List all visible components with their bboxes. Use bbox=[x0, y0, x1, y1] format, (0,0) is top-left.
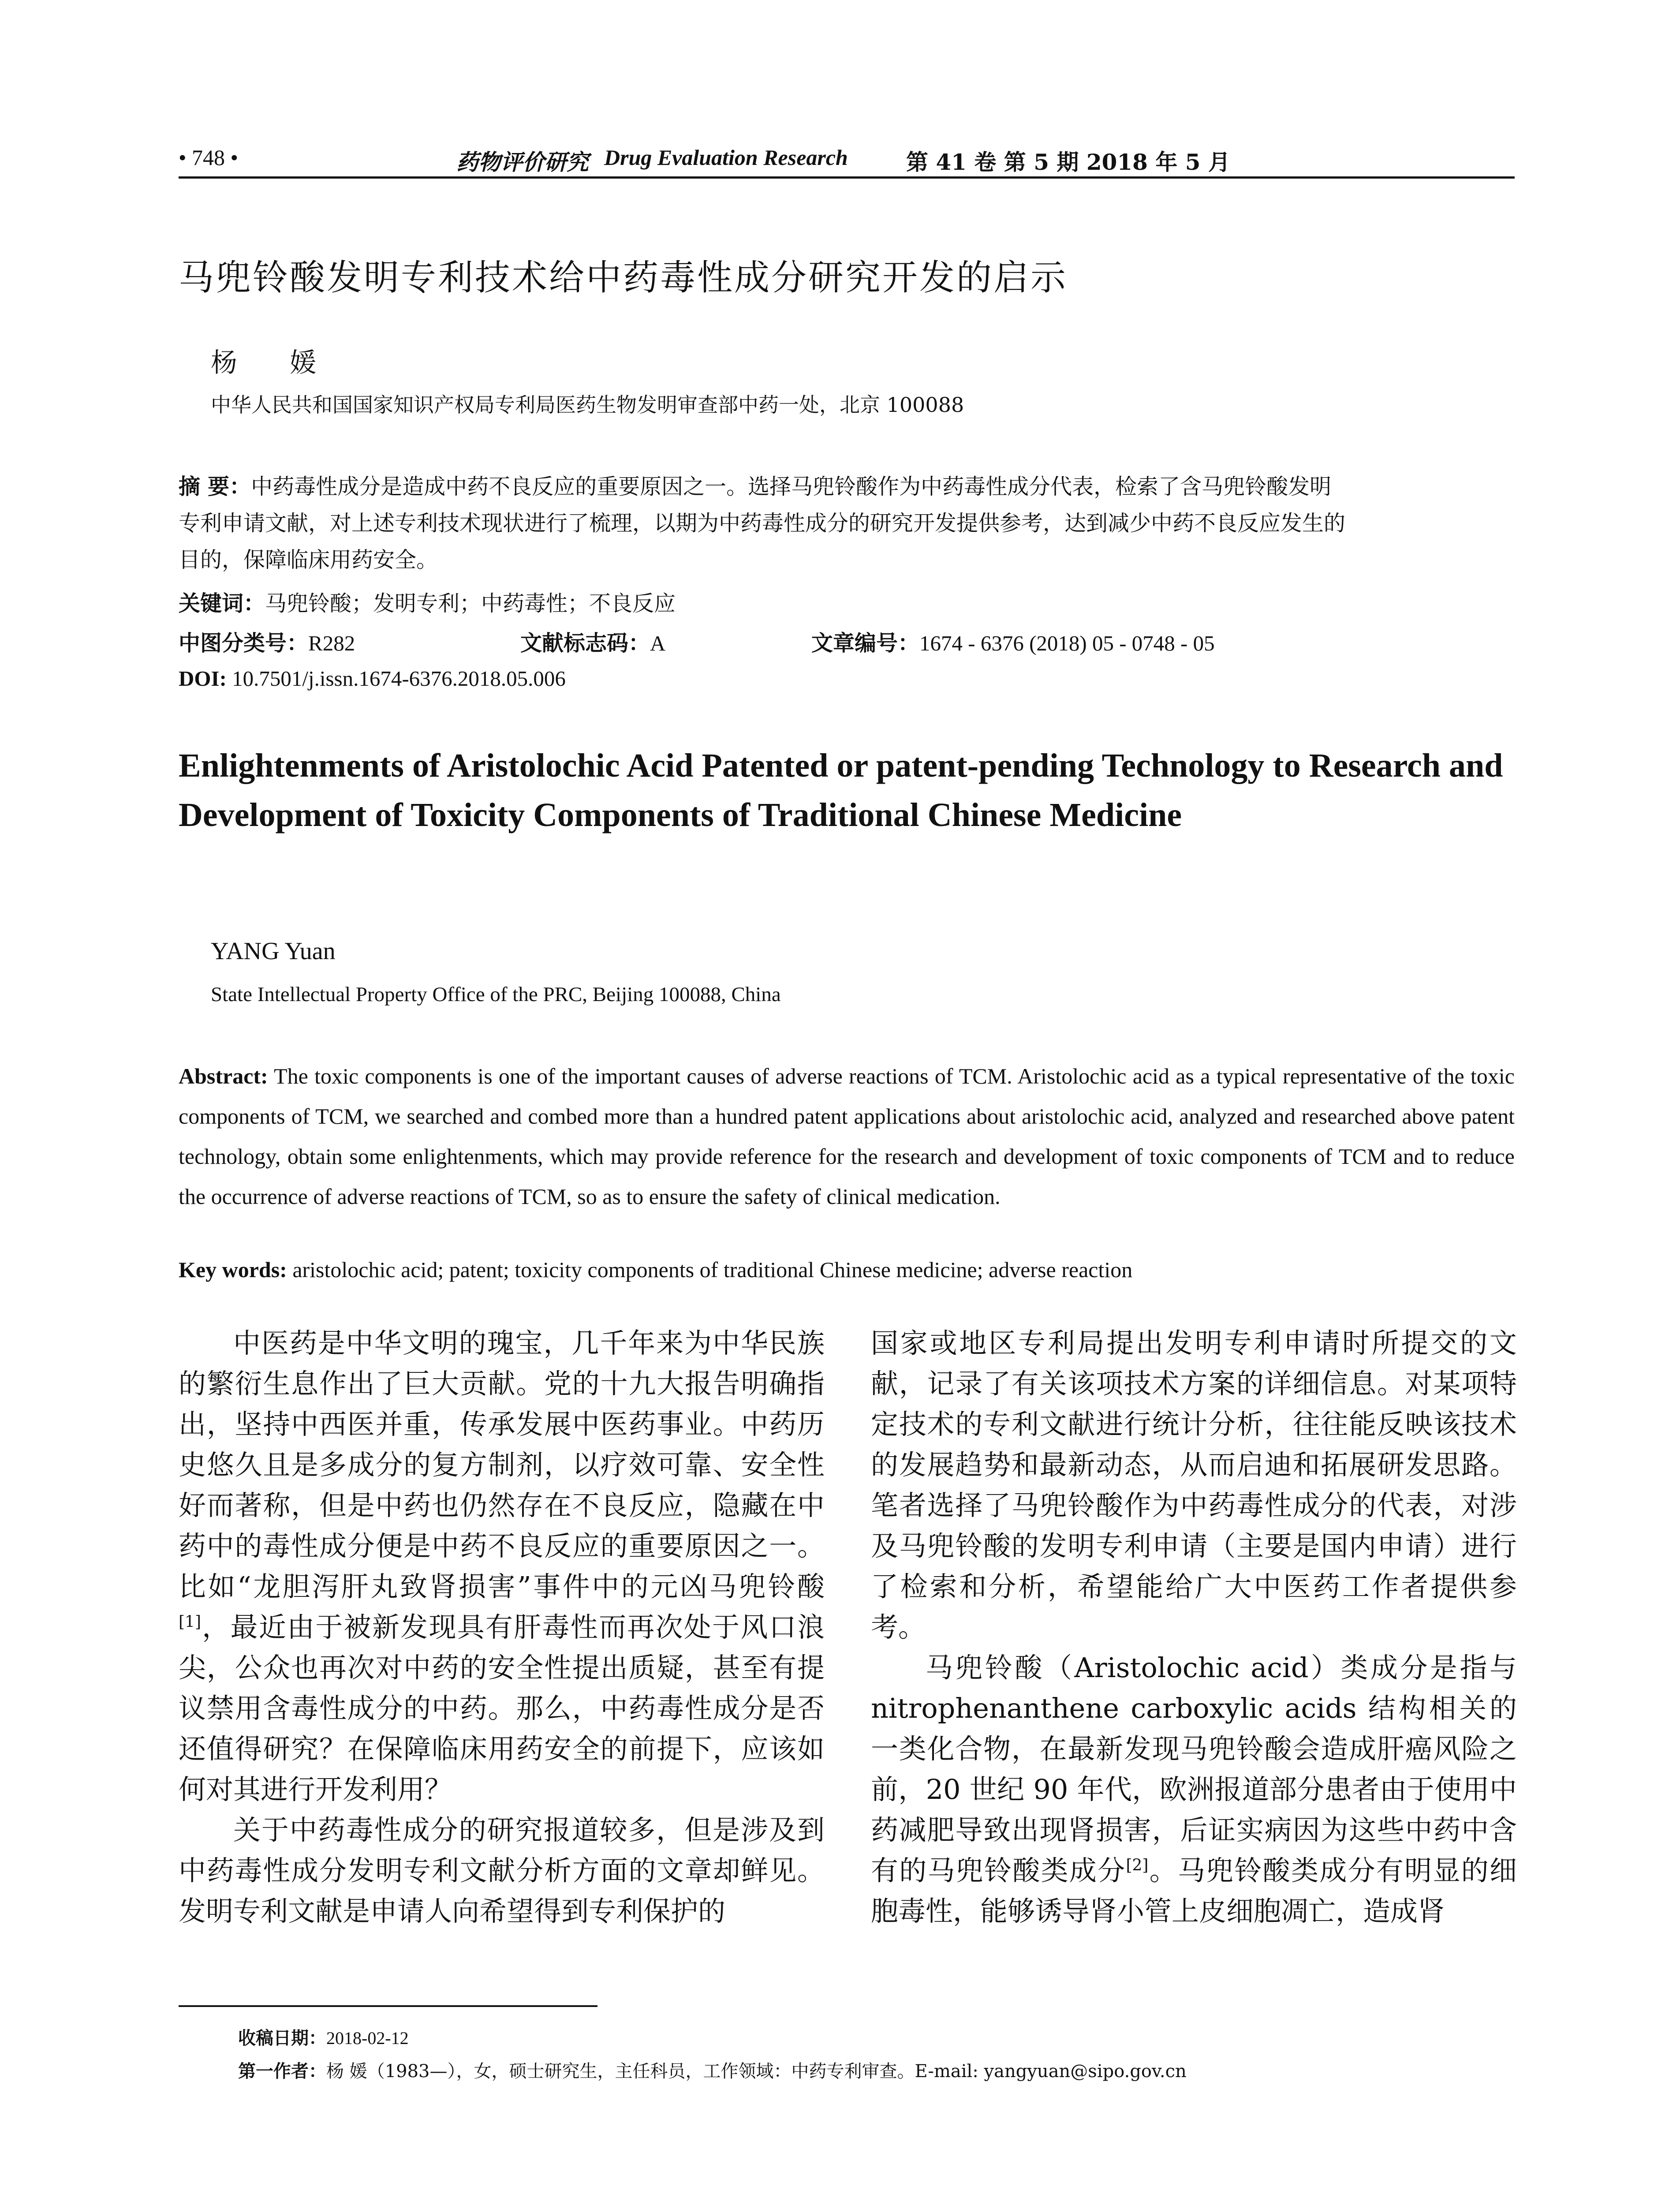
footnote-rule bbox=[179, 2005, 597, 2007]
doi-value: 10.7501/j.issn.1674-6376.2018.05.006 bbox=[232, 666, 566, 691]
body-text: ，最近由于被新发现具有肝毒性而再次处于风口浪尖，公众也再次对中药的安全性提出质疑，甚至有提议禁用含毒性成分的中药。那么，中药毒性成分是否还值得研究？在保障临床用药安全的前提下，应该如何对其进行开发利用？ bbox=[179, 1611, 825, 1805]
abstract-en bbox=[179, 1056, 1515, 1217]
body-column-right bbox=[871, 1323, 1517, 1932]
title-zh: 马兜铃酸发明专利技术给中药毒性成分研究开发的启示 bbox=[179, 257, 1068, 298]
abstract-zh-line-2: 专利申请文献，对上述专利技术现状进行了梳理，以期为中药毒性成分的研究开发提供参考，达到减少中药不良反应发生的 bbox=[179, 511, 1346, 536]
body-paragraph: 关于中药毒性成分的研究报道较多，但是涉及到中药毒性成分发明专利文献分析方面的文章却鲜见。发明专利文献是申请人向希望得到专利保护的 bbox=[179, 1814, 825, 1927]
footnote-received bbox=[238, 2024, 409, 2049]
article-number-value: 1674 - 6376 (2018) 05 - 0748 - 05 bbox=[919, 631, 1215, 655]
footnote-first-author bbox=[238, 2057, 1187, 2082]
keywords-zh-text: 马兜铃酸；发明专利；中药毒性；不良反应 bbox=[265, 591, 676, 616]
header-rule bbox=[179, 176, 1515, 179]
abstract-en-text: The toxic components is one of the important causes of adverse reactions of TCM. Aristolochic acid as a typical representative of the toxic components of TCM, we searched and combed more than a hundred patent applications about aristolochic acid, analyzed and researched above patent technology, obtain some enlightenments, which may provide reference for the research and development of toxic components of TCM and to reduce the occurrence of adverse reactions of TCM, so as to ensure the safety of clinical medication. bbox=[179, 1064, 1515, 1209]
abstract-zh-line-1 bbox=[179, 470, 1331, 501]
clc-label: 中图分类号： bbox=[179, 631, 309, 656]
keywords-en-text: aristolochic acid; patent; toxicity components of traditional Chinese medicine; adverse reaction bbox=[292, 1257, 1133, 1282]
clc-value: R282 bbox=[308, 631, 355, 655]
abstract-zh-line-3: 目的，保障临床用药安全。 bbox=[179, 547, 438, 572]
author-zh: 杨 媛 bbox=[211, 348, 339, 378]
first-author-info: 杨 媛（1983—），女，硕士研究生，主任科员，工作领域：中药专利审查。E-mail: yangyuan@sipo.gov.cn bbox=[326, 2061, 1187, 2082]
keywords-zh-label: 关键词： bbox=[179, 591, 265, 616]
body-column-left bbox=[179, 1323, 825, 1932]
author-en: YANG Yuan bbox=[211, 938, 336, 965]
title-en: Enlightenments of Aristolochic Acid Patented or patent-pending Technology to Research and Development of Toxicity Components of Traditional Chinese Medicine bbox=[179, 747, 1503, 833]
doc-code-value: A bbox=[650, 631, 666, 655]
classification-clc bbox=[179, 626, 355, 657]
body-paragraph: 国家或地区专利局提出发明专利申请时所提交的文献，记录了有关该项技术方案的详细信息。对某项特定技术的专利文献进行统计分析，往往能反映该技术的发展趋势和最新动态，从而启迪和拓展研发思路。笔者选择了马兜铃酸作为中药毒性成分的代表，对涉及马兜铃酸的发明专利申请（主要是国内申请）进行了检索和分析，希望能给广大中医药工作者提供参考。 bbox=[871, 1327, 1517, 1643]
body-text: 中医药是中华文明的瑰宝，几千年来为中华民族的繁衍生息作出了巨大贡献。党的十九大报告明确指出，坚持中西医并重，传承发展中医药事业。中药历史悠久且是多成分的复方制剂，以疗效可靠、安全性好而著称，但是中药也仍然存在不良反应，隐藏在中药中的毒性成分便是中药不良反应的重要原因之一。比如“龙胆泻肝丸致肾损害”事件中的元凶马兜铃酸 bbox=[179, 1327, 825, 1603]
journal-name: Drug Evaluation Research bbox=[604, 145, 848, 170]
body-text: 马兜铃酸（Aristolochic acid）类成分是指与 nitrophenanthene carboxylic acids 结构相关的一类化合物，在最新发现马兜铃酸会造成肝癌风险之前，20 世纪 90 年代，欧洲报道部分患者由于使用中药减肥导致出现肾损害，后证实病因为这些中药中含有的马兜铃酸类成分 bbox=[871, 1652, 1517, 1887]
abstract-zh-label: 摘 要： bbox=[179, 474, 251, 499]
journal-logo: 药物评价研究 bbox=[456, 149, 589, 175]
classification-doc bbox=[520, 626, 665, 657]
keywords-zh bbox=[179, 587, 676, 617]
classification-article bbox=[811, 626, 1215, 657]
received-date: 2018-02-12 bbox=[326, 2028, 409, 2048]
citation-ref: [1] bbox=[179, 1613, 201, 1631]
affiliation-zh: 中华人民共和国国家知识产权局专利局医药生物发明审查部中药一处，北京 100088 bbox=[211, 393, 964, 417]
affiliation-en: State Intellectual Property Office of the PRC, Beijing 100088, China bbox=[211, 983, 781, 1006]
body-paragraph bbox=[179, 1323, 825, 1810]
keywords-en-label: Key words: bbox=[179, 1257, 287, 1282]
body-paragraph bbox=[871, 1648, 1517, 1932]
citation-ref: [2] bbox=[1126, 1856, 1149, 1875]
running-header bbox=[179, 140, 1515, 178]
doc-code-label: 文献标志码： bbox=[520, 631, 650, 656]
abstract-en-label: Abstract: bbox=[179, 1064, 268, 1088]
abstract-zh-text-1: 中药毒性成分是造成中药不良反应的重要原因之一。选择马兜铃酸作为中药毒性成分代表，检索了含马兜铃酸发明 bbox=[251, 474, 1332, 499]
first-author-label: 第一作者： bbox=[238, 2061, 326, 2082]
keywords-en bbox=[179, 1257, 1132, 1282]
page-number: • 748 • bbox=[179, 145, 239, 170]
article-number-label: 文章编号： bbox=[811, 631, 920, 656]
issue-info: 第 41 卷 第 5 期 2018 年 5 月 bbox=[906, 149, 1230, 175]
doi bbox=[179, 666, 566, 691]
received-label: 收稿日期： bbox=[238, 2028, 326, 2048]
doi-label: DOI: bbox=[179, 666, 227, 691]
body-text: 。马兜铃酸类成分有明显的细胞毒性，能够诱导肾小管上皮细胞凋亡，造成肾 bbox=[871, 1854, 1517, 1927]
